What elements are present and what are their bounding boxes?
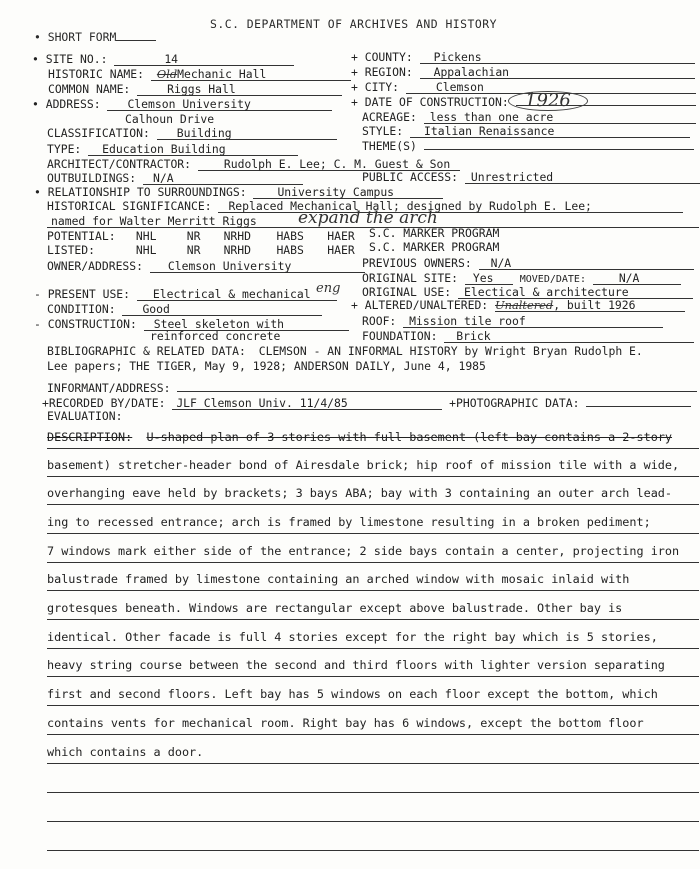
altered-row: + ALTERED/UNALTERED: Unaltered, built 1926 [351, 300, 685, 312]
architect-row: ARCHITECT/CONTRACTOR: Rudolph E. Lee; C. M. Guest & Son [47, 159, 460, 171]
original-use-value: Electical & architecture [458, 287, 693, 299]
description-line-7: identical. Other facade is full 4 stories except for the right bay which is 5 stories, [47, 632, 699, 649]
condition-value: Good [122, 304, 322, 316]
city-row: + CITY: Clemson [351, 82, 696, 94]
marker-program-1: S.C. MARKER PROGRAM [369, 226, 500, 240]
construction-line2: reinforced concrete [150, 329, 281, 343]
county-value: Pickens [420, 52, 695, 64]
construction-line1: Steel skeleton with [144, 319, 349, 331]
description-line-2: overhanging eave held by brackets; 3 bays ABA; bay with 3 containing an outer arch lead- [47, 488, 699, 505]
address-line1: Clemson University [107, 99, 332, 111]
condition-row: CONDITION: Good [47, 304, 322, 316]
type-row: TYPE: Education Building [47, 144, 298, 156]
original-site-value: Yes [465, 273, 513, 285]
date-construction-row: + DATE OF CONSTRUCTION: [351, 97, 696, 108]
site-no-value: 14 [114, 54, 294, 66]
previous-owners-value: N/A [479, 258, 694, 270]
description-line-5: balustrade framed by limestone containing an arched window with mosaic inlaid with [47, 574, 699, 591]
public-access-value: Unrestricted [465, 172, 700, 184]
region-row: + REGION: Appalachian [351, 67, 695, 79]
recorded-row: +RECORDED BY/DATE: JLF Clemson Univ. 11/4/85 +PHOTOGRAPHIC DATA: [42, 396, 691, 410]
address-row: • ADDRESS: Clemson University [32, 99, 332, 111]
blank-line-1 [47, 791, 699, 793]
site-no-label: SITE NO.: [45, 52, 108, 66]
description-line-6: grotesques beneath. Windows are rectangular except above balustrade. Other bay is [47, 603, 699, 620]
description-line-4: 7 windows mark either side of the entrance; 2 side bays contain a center, projecting iron [47, 546, 699, 563]
department-title: S.C. DEPARTMENT OF ARCHIVES AND HISTORY [210, 17, 497, 31]
type-value: Education Building [88, 144, 298, 156]
significance-line2: named for Walter Merritt Riggs [47, 216, 699, 228]
moved-date-value: N/A [593, 273, 681, 285]
acreage-row: ACREAGE: less than one acre [362, 112, 696, 124]
relationship-row: • RELATIONSHIP TO SURROUNDINGS: University Campus [34, 187, 443, 199]
listed-row: LISTED: NHL NR NRHD HABS HAER [47, 243, 355, 257]
evaluation-row: EVALUATION: [47, 409, 123, 423]
roof-value: Mission tile roof [403, 316, 663, 328]
classification-value: Building [157, 128, 337, 140]
bibliography-line2: Lee papers; THE TIGER, May 9, 1928; ANDERSON DAILY, June 4, 1985 [47, 359, 486, 373]
outbuildings-value: N/A [143, 173, 303, 185]
altered-struck: Unaltered [495, 298, 554, 312]
recorded-value: JLF Clemson Univ. 11/4/85 [172, 398, 442, 410]
altered-value: built 1926 [566, 298, 636, 312]
architect-value: Rudolph E. Lee; C. M. Guest & Son [198, 159, 460, 171]
description-line-0: DESCRIPTION: U-shaped plan of 3 stories with full basement (left bay contains a 2-story [47, 432, 699, 449]
marker-program-2: S.C. MARKER PROGRAM [369, 240, 500, 254]
site-no-row: • SITE NO.: 14 [32, 54, 294, 66]
style-value: Italian Renaissance [410, 126, 690, 138]
theme-row: THEME(S) [362, 141, 694, 152]
description-line-8: heavy string course between the second and third floors with lighter version separating [47, 660, 699, 677]
outbuildings-row: OUTBUILDINGS: N/A [47, 173, 303, 185]
informant-row: INFORMANT/ADDRESS: [47, 381, 697, 394]
style-row: STYLE: Italian Renaissance [362, 126, 690, 138]
address-line2: Calhoun Drive [125, 112, 215, 126]
acreage-value: less than one acre [424, 112, 696, 124]
present-use-row: - PRESENT USE: Electrical & mechanical [34, 289, 337, 301]
present-use-handwritten: eng [316, 281, 341, 296]
description-line-9: first and second floors. Left bay has 5 windows on each floor except the bottom, which [47, 689, 699, 706]
description-line-11: which contains a door. [47, 747, 699, 764]
county-row: + COUNTY: Pickens [351, 52, 695, 64]
owner-row: OWNER/ADDRESS: Clemson University [47, 261, 365, 273]
historic-name-row: HISTORIC NAME: OldMechanic Hall [48, 69, 351, 81]
description-label: DESCRIPTION: [47, 432, 133, 444]
significance-line1: Replaced Mechanical Hall; designed by Rudolph E. Lee; [218, 201, 683, 213]
bibliography-row: BIBLIOGRAPHIC & RELATED DATA: CLEMSON - AN INFORMAL HISTORY by Wright Bryan Rudolph E. [47, 344, 643, 358]
relationship-value: University Campus [253, 187, 443, 199]
short-form-label: SHORT FORM [47, 30, 117, 44]
description-line-1: basement) stretcher-header bond of Airesdale brick; hip roof of mission tile with a wide, [47, 460, 699, 477]
historic-name-struck: Old [156, 67, 178, 81]
common-name-value: Riggs Hall [137, 84, 342, 96]
foundation-row: FOUNDATION: Brick [362, 331, 694, 343]
public-access-row: PUBLIC ACCESS: Unrestricted [362, 172, 700, 184]
roof-row: ROOF: Mission tile roof [362, 316, 663, 328]
foundation-value: Brick [444, 331, 694, 343]
region-value: Appalachian [420, 67, 695, 79]
description-line-10: contains vents for mechanical room. Right bay has 6 windows, except the bottom floor [47, 718, 699, 735]
common-name-row: COMMON NAME: Riggs Hall [48, 84, 342, 96]
original-site-row: ORIGINAL SITE: Yes MOVED/DATE: N/A [362, 273, 681, 285]
theme-value [424, 149, 694, 150]
present-use-value: Electrical & mechanical [137, 289, 337, 301]
bibliography-line1: CLEMSON - AN INFORMAL HISTORY by Wright Bryan Rudolph E. [258, 344, 643, 358]
significance-handwritten-note: expand the arch [298, 208, 438, 228]
description-line-3: ing to recessed entrance; arch is framed by limestone resulting in a broken pediment; [47, 517, 699, 534]
blank-line-2 [47, 820, 699, 822]
original-use-row: ORIGINAL USE: Electical & architecture [362, 287, 693, 299]
classification-row: CLASSIFICATION: Building [47, 128, 337, 140]
previous-owners-row: PREVIOUS OWNERS: N/A [362, 258, 694, 270]
date-construction-value: 1926 [508, 91, 588, 111]
historic-name-value: Mechanic Hall [177, 67, 267, 81]
potential-row: POTENTIAL: NHL NR NRHD HABS HAER [47, 229, 355, 243]
construction-row: - CONSTRUCTION: Steel skeleton with [34, 319, 349, 331]
owner-value: Clemson University [150, 261, 365, 273]
blank-line-3 [47, 849, 699, 851]
significance-row: HISTORICAL SIGNIFICANCE: Replaced Mechanical Hall; designed by Rudolph E. Lee; [47, 201, 683, 213]
city-value: Clemson [406, 82, 696, 94]
short-form-marker: • SHORT FORM [34, 30, 156, 43]
